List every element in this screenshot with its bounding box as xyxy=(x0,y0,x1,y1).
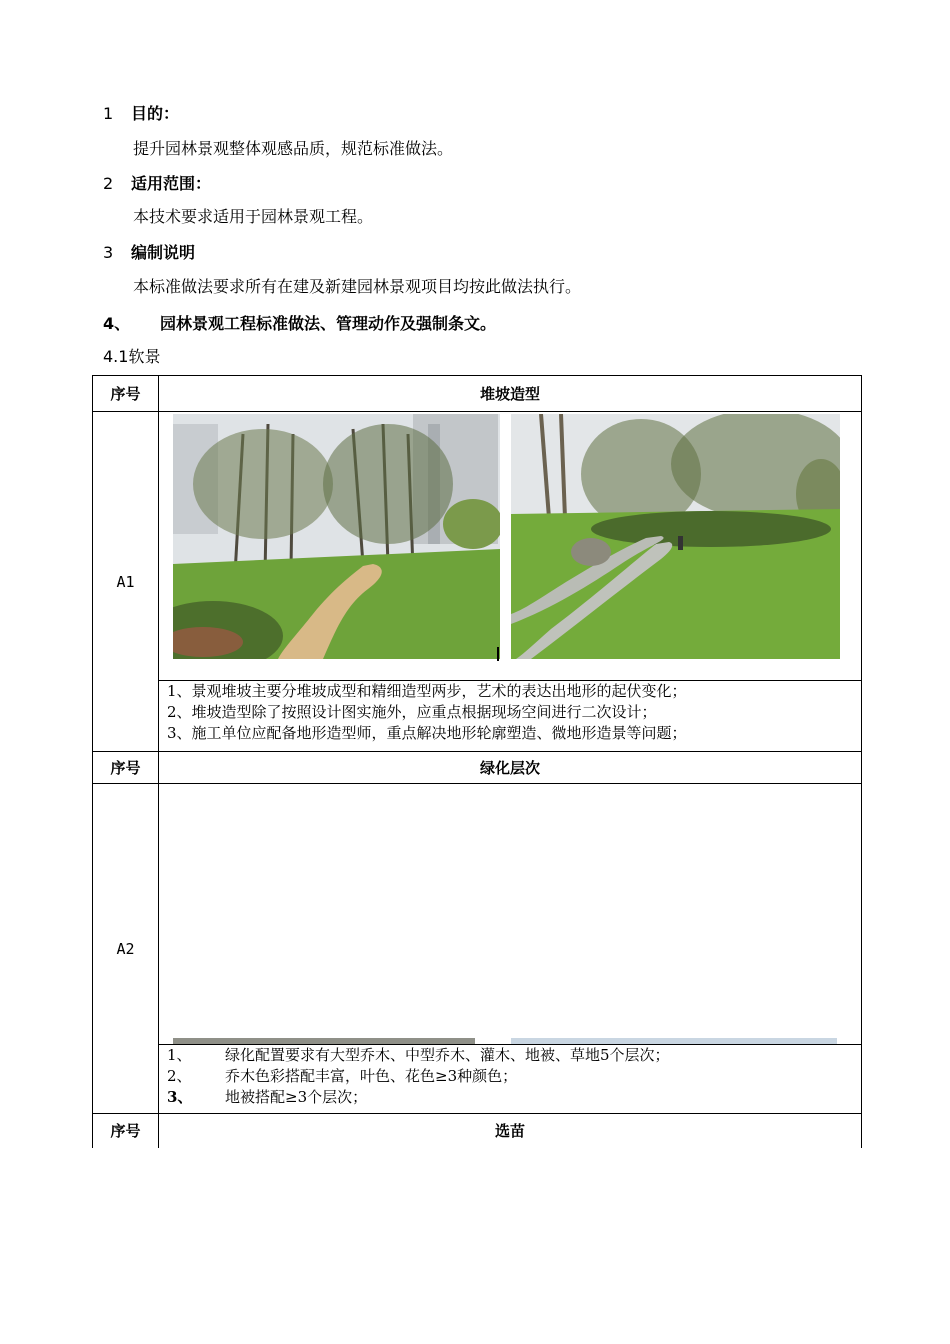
row-code: A2 xyxy=(93,784,159,1114)
a2-notes xyxy=(159,1044,861,1108)
section-1-body: 提升园林景观整体观感品质，规范标准做法。 xyxy=(133,139,454,158)
list-item xyxy=(167,1066,861,1087)
text-cursor-marker xyxy=(497,647,499,661)
blank-photo-area xyxy=(159,784,861,1044)
list-item xyxy=(167,1045,861,1066)
table-row xyxy=(93,412,862,752)
row-title: 堆坡造型 xyxy=(159,376,862,412)
section-title: 目的： xyxy=(131,104,180,123)
list-item: 2、堆坡造型除了按照设计图实施外，应重点根据现场空间进行二次设计； xyxy=(167,703,657,721)
table-header-row xyxy=(93,376,862,412)
list-index: 3、 xyxy=(167,1088,193,1106)
list-text: 乔木色彩搭配丰富，叶色、花色≥3种颜色； xyxy=(225,1067,518,1085)
photo-strip xyxy=(173,1038,475,1044)
section-title: 适用范围： xyxy=(131,174,212,193)
section-1-heading xyxy=(103,101,179,124)
section-4-heading xyxy=(103,311,496,334)
list-text: 地被搭配≥3个层次； xyxy=(225,1088,368,1106)
list-item xyxy=(167,1087,861,1108)
section-number: 1 xyxy=(103,104,114,123)
row-title: 选苗 xyxy=(159,1114,862,1148)
list-text: 绿化配置要求有大型乔木、中型乔木、灌木、地被、草地5个层次； xyxy=(225,1046,670,1064)
stone-path-photo xyxy=(511,414,840,659)
standards-table xyxy=(92,375,862,1148)
subsection-title: 4.1软景 xyxy=(103,347,161,366)
header-label: 序号 xyxy=(93,376,159,412)
list-index: 2、 xyxy=(167,1067,192,1085)
section-title: 编制说明 xyxy=(131,243,196,262)
table-header-row xyxy=(93,752,862,784)
table-row xyxy=(93,784,862,1114)
row-content xyxy=(159,784,862,1114)
photo-strip xyxy=(511,1038,837,1044)
row-title: 绿化层次 xyxy=(159,752,862,784)
a1-notes xyxy=(159,680,861,744)
section-number: 3 xyxy=(103,243,114,262)
section-number: 4、 xyxy=(103,314,131,333)
section-2-body: 本技术要求适用于园林景观工程。 xyxy=(133,207,374,226)
photo-area xyxy=(159,412,861,680)
park-path-photo xyxy=(173,414,500,659)
table-header-row xyxy=(93,1114,862,1148)
header-label: 序号 xyxy=(93,752,159,784)
list-item: 1、景观堆坡主要分堆坡成型和精细造型两步，艺术的表达出地形的起伏变化； xyxy=(167,682,687,700)
section-title: 园林景观工程标准做法、管理动作及强制条文。 xyxy=(160,314,497,333)
list-item: 3、施工单位应配备地形造型师，重点解决地形轮廓塑造、微地形造景等问题； xyxy=(167,724,687,742)
row-code: A1 xyxy=(93,412,159,752)
list-index: 1、 xyxy=(167,1046,192,1064)
section-3-heading xyxy=(103,240,195,263)
section-2-heading xyxy=(103,171,211,194)
header-label: 序号 xyxy=(93,1114,159,1148)
section-number: 2 xyxy=(103,174,114,193)
row-content xyxy=(159,412,862,752)
section-3-body: 本标准做法要求所有在建及新建园林景观项目均按此做法执行。 xyxy=(133,277,582,296)
